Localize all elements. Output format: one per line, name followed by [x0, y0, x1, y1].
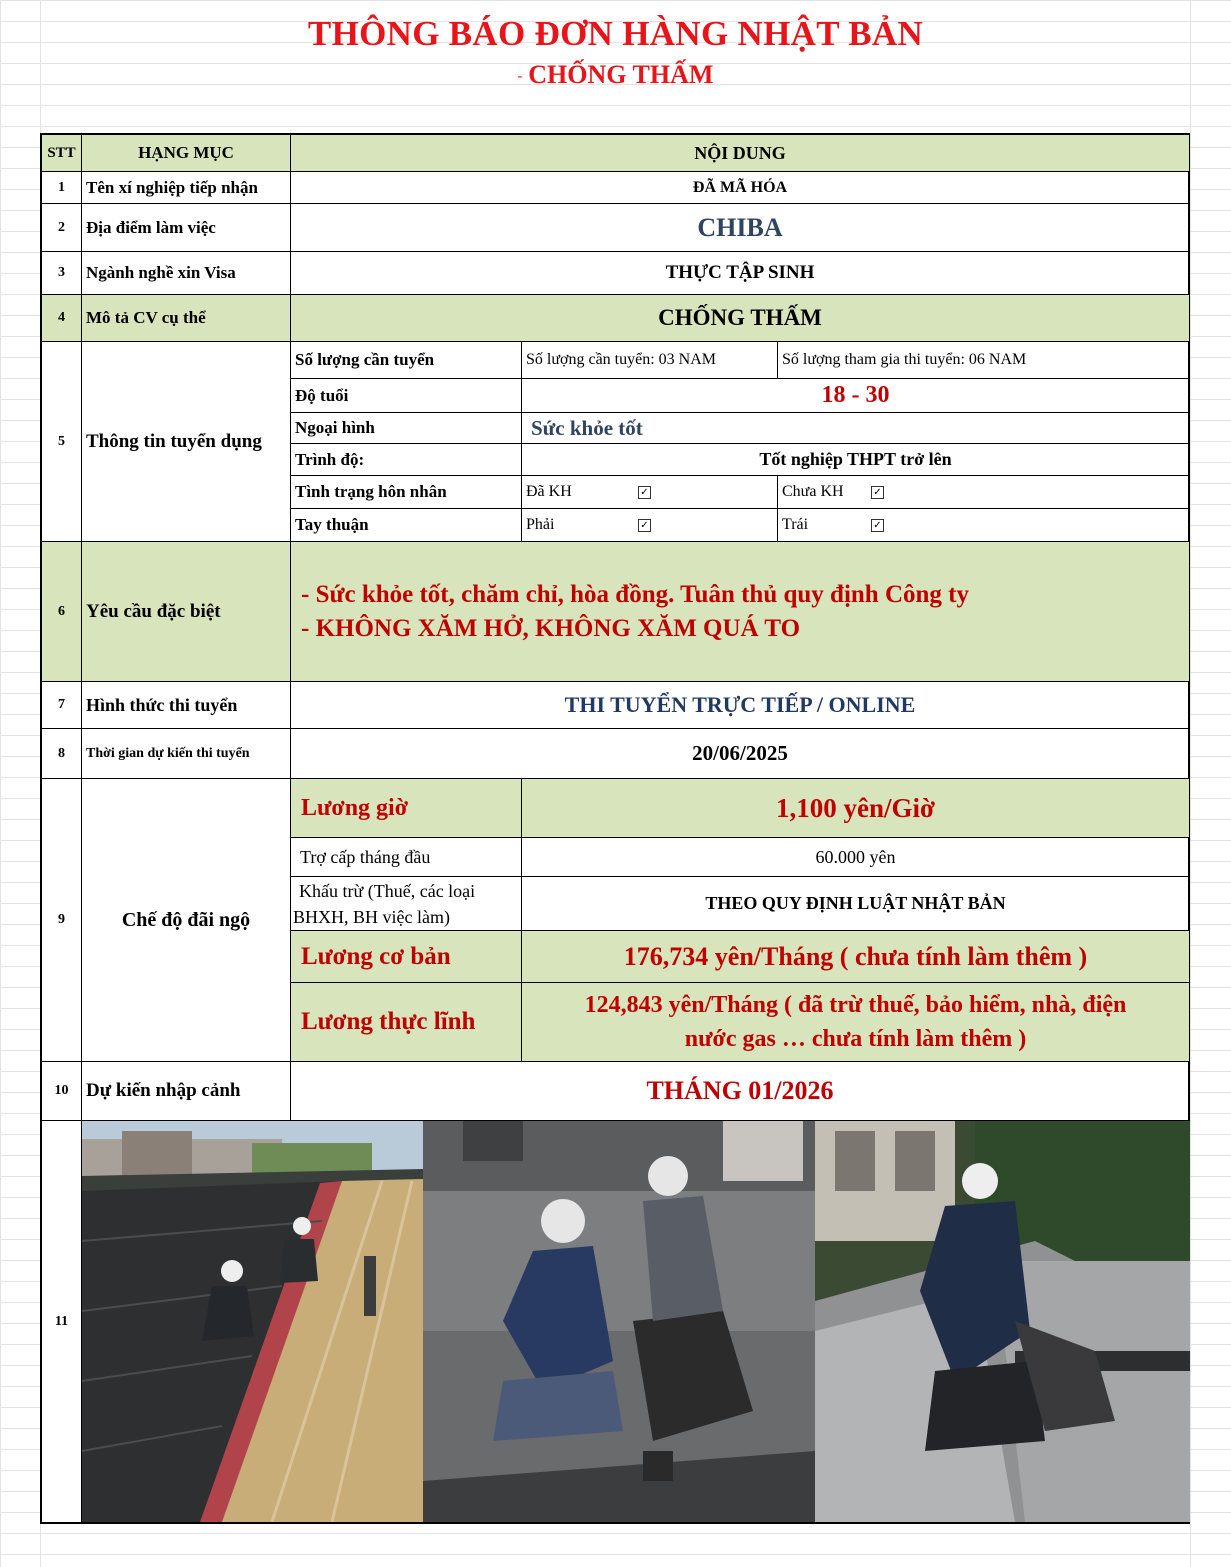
education-value: Tốt nghiệp THPT trở lên: [522, 444, 1190, 476]
row-number: 1: [42, 172, 82, 204]
header-stt: STT: [42, 135, 82, 172]
exam-quantity-value: Số lượng tham gia thi tuyển: 06 NAM: [778, 342, 1190, 379]
header-content: NỘI DUNG: [291, 135, 1190, 172]
page-title: THÔNG BÁO ĐƠN HÀNG NHẬT BẢN: [307, 14, 924, 53]
net-salary-label: Lương thực lĩnh: [291, 983, 522, 1062]
order-table: [40, 133, 1190, 1524]
exam-date-value: 20/06/2025: [291, 729, 1190, 779]
row-number: 6: [42, 542, 82, 682]
right-hand-option[interactable]: [522, 509, 778, 542]
roof-workers-photo-2: [423, 1121, 815, 1522]
row-number: 5: [42, 342, 82, 542]
age-label: Độ tuổi: [291, 379, 522, 413]
married-label: Đã KH: [526, 483, 572, 500]
visa-label: Ngành nghề xin Visa: [82, 252, 291, 295]
base-salary-value: 176,734 yên/Tháng ( chưa tính làm thêm ): [522, 931, 1190, 983]
entry-value: THÁNG 01/2026: [291, 1062, 1190, 1121]
married-option[interactable]: [522, 476, 778, 509]
special-req-line: - KHÔNG XĂM HỞ, KHÔNG XĂM QUÁ TO: [301, 614, 801, 642]
single-option[interactable]: [778, 476, 1190, 509]
page-subtitle: [0, 60, 1231, 90]
single-label: Chưa KH: [782, 483, 844, 500]
header-category: HẠNG MỤC: [82, 135, 291, 172]
hourly-wage-label: Lương giờ: [291, 779, 522, 838]
special-req-value: [291, 542, 1190, 682]
roof-worker-photo-3: [815, 1121, 1190, 1522]
row-number: 8: [42, 729, 82, 779]
company-value: ĐÃ MÃ HÓA: [291, 172, 1190, 204]
allowance-value: 60.000 yên: [522, 838, 1190, 877]
marital-label: Tình trạng hôn nhân: [291, 476, 522, 509]
row-number: 10: [42, 1062, 82, 1121]
row-number: 2: [42, 204, 82, 252]
age-value: 18 - 30: [522, 379, 1190, 413]
subtitle-dash: -: [517, 69, 523, 85]
quantity-value: Số lượng cần tuyển: 03 NAM: [522, 342, 778, 379]
deduction-label: [291, 877, 522, 931]
left-hand-label: Trái: [782, 516, 809, 533]
single-checkbox[interactable]: ✓: [871, 486, 884, 499]
married-checkbox[interactable]: ✓: [638, 486, 651, 499]
appearance-value: Sức khỏe tốt: [522, 413, 1190, 444]
exam-form-value: THI TUYỂN TRỰC TIẾP / ONLINE: [291, 682, 1190, 729]
quantity-label: Số lượng cần tuyển: [291, 342, 522, 379]
entry-label: Dự kiến nhập cảnh: [82, 1062, 291, 1121]
hourly-wage-value: 1,100 yên/Giờ: [522, 779, 1190, 838]
special-req-label: Yêu cầu đặc biệt: [82, 542, 291, 682]
roof-workers-photo-1: [82, 1121, 423, 1522]
deduction-label-line: Khấu trừ (Thuế, các loại: [299, 880, 476, 901]
row-number: 3: [42, 252, 82, 295]
row-number: 4: [42, 295, 82, 342]
special-req-line: - Sức khỏe tốt, chăm chỉ, hòa đồng. Tuân thủ quy định Công ty: [301, 580, 969, 608]
hand-label: Tay thuận: [291, 509, 522, 542]
net-salary-line: nước gas … chưa tính làm thêm ): [684, 1026, 1027, 1052]
location-label: Địa điểm làm việc: [82, 204, 291, 252]
deduction-label-line: BHXH, BH việc làm): [293, 906, 450, 927]
education-label: Trình độ:: [291, 444, 522, 476]
benefits-label: Chế độ đãi ngộ: [82, 779, 291, 1062]
row-number: 11: [42, 1121, 82, 1522]
right-hand-checkbox[interactable]: ✓: [638, 519, 651, 532]
job-desc-label: Mô tả CV cụ thể: [82, 295, 291, 342]
left-hand-option[interactable]: [778, 509, 1190, 542]
left-hand-checkbox[interactable]: ✓: [871, 519, 884, 532]
exam-form-label: Hình thức thi tuyển: [82, 682, 291, 729]
net-salary-line: 124,843 yên/Tháng ( đã trừ thuế, bảo hiểm, nhà, điện: [584, 992, 1127, 1018]
base-salary-label: Lương cơ bản: [291, 931, 522, 983]
row-number: 7: [42, 682, 82, 729]
right-hand-label: Phải: [526, 516, 555, 533]
company-label: Tên xí nghiệp tiếp nhận: [82, 172, 291, 204]
net-salary-value: [522, 983, 1190, 1062]
exam-date-label: Thời gian dự kiến thi tuyển: [82, 729, 291, 779]
allowance-label: Trợ cấp tháng đầu: [291, 838, 522, 877]
location-value: CHIBA: [291, 204, 1190, 252]
row-number: 9: [42, 779, 82, 1062]
subtitle-text: CHỐNG THẤM: [528, 60, 714, 89]
job-desc-value: CHỐNG THẤM: [291, 295, 1190, 342]
recruit-info-label: Thông tin tuyển dụng: [82, 342, 291, 542]
appearance-label: Ngoại hình: [291, 413, 522, 444]
photo-strip: [82, 1121, 1190, 1522]
visa-value: THỰC TẬP SINH: [291, 252, 1190, 295]
deduction-value: THEO QUY ĐỊNH LUẬT NHẬT BẢN: [522, 877, 1190, 931]
